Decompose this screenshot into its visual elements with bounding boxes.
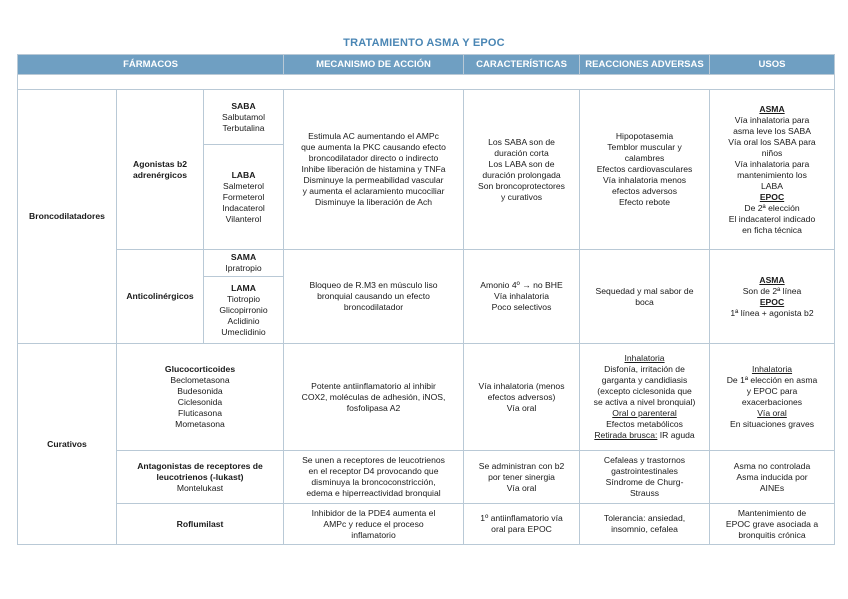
text-line: Hipopotasemia <box>615 131 674 141</box>
text-line: De 1ª elección en asma <box>726 375 818 385</box>
sama-cell <box>204 250 284 277</box>
lama-title: LAMA <box>231 282 256 293</box>
text-line: Sequedad y mal sabor de <box>595 285 694 296</box>
text-line: Tolerancia: ansiedad, <box>603 513 686 523</box>
group-broncodilatadores: Broncodilatadores <box>18 90 117 344</box>
usos-oral-title: Vía oral <box>757 408 787 418</box>
glucocorticoides-caracteristicas <box>464 344 580 451</box>
reacciones-inhalatoria-title: Inhalatoria <box>624 353 665 363</box>
drug-name: Glicopirronio <box>219 304 268 315</box>
text-line: AMPc y reduce el proceso <box>323 518 424 529</box>
spacer-row <box>18 75 835 90</box>
text-line: efectos adversos <box>612 186 677 196</box>
drug-name: Ciclesonida <box>177 397 223 407</box>
drug-name: Budesonida <box>177 386 223 396</box>
text-line: Inhibe liberación de histamina y TNFa <box>301 164 446 174</box>
text-line: exacerbaciones <box>741 397 803 407</box>
row-antagonistas <box>18 451 835 504</box>
drug-name: Salbutamol <box>222 111 265 122</box>
treatment-table <box>17 54 835 545</box>
text-line: broncodilatador directo o indirecto <box>308 153 439 163</box>
roflumilast-caracteristicas <box>464 504 580 545</box>
glucocorticoides-cell <box>117 344 284 451</box>
text-line: Asma inducida por <box>736 471 808 482</box>
drug-name: Vilanterol <box>225 213 262 224</box>
text-line: Potente antiinflamatorio al inhibir <box>311 380 436 391</box>
text-line: Disminuye la permeabilidad vascular <box>303 175 444 185</box>
agonistas-caracteristicas <box>464 90 580 250</box>
retirada-title: Retirada brusca: <box>594 430 658 440</box>
text-line: Disminuye la liberación de Ach <box>315 197 433 207</box>
text-line: insomnio, cefalea <box>611 524 678 534</box>
text-line: Los LABA son de <box>488 158 555 169</box>
antagonistas-caracteristicas <box>464 451 580 504</box>
roflumilast-reacciones <box>580 504 710 545</box>
text-line: calambres <box>624 153 665 163</box>
text-line: Estimula AC aumentando el AMPc <box>308 131 439 141</box>
agonistas-usos <box>710 90 835 250</box>
text-line: De 2ª elección <box>744 202 800 213</box>
drug-name: Beclometasona <box>170 375 230 385</box>
text-line: (excepto ciclesonida que <box>597 386 692 396</box>
text-line: y EPOC para <box>746 386 798 396</box>
text-line: duración prolongada <box>482 169 561 180</box>
text-line: bronquial causando un efecto <box>317 291 430 301</box>
text-line: fosfolipasa A2 <box>346 402 401 413</box>
drug-name: Formeterol <box>222 191 265 202</box>
lama-cell <box>204 277 284 344</box>
text-line: Asma no controlada <box>733 460 811 471</box>
header-row <box>18 55 835 75</box>
group-curativos: Curativos <box>18 344 117 545</box>
text-line: 1ª línea + agonista b2 <box>730 307 814 318</box>
drug-name: Tiotropio <box>226 293 261 304</box>
saba-cell <box>204 90 284 145</box>
text-line: niños <box>761 147 783 158</box>
anticolinergicos-caracteristicas <box>464 250 580 344</box>
text-line: Vía inhalatoria (menos <box>478 380 565 391</box>
sama-title: SAMA <box>230 252 257 262</box>
antagonistas-usos <box>710 451 835 504</box>
text-line: Mantenimiento de <box>737 507 807 518</box>
anticolinergicos-usos <box>710 250 835 344</box>
usos-asma-title: ASMA <box>759 103 785 114</box>
text-line: edema e hiperreactividad bronquial <box>306 488 441 498</box>
drug-name: Montelukast <box>176 482 224 493</box>
drug-name: Terbutalina <box>222 122 265 133</box>
text-line: 1º antiinflamatorio vía <box>480 513 563 523</box>
text-line: mantenimiento los <box>737 169 807 180</box>
antagonistas-mecanismo <box>284 451 464 504</box>
text-line: Los SABA son de <box>488 136 555 147</box>
roflumilast-mecanismo <box>284 504 464 545</box>
text-line: Vía inhalatoria <box>494 291 549 301</box>
header-caracteristicas: CARACTERÍSTICAS <box>464 55 580 75</box>
saba-title: SABA <box>231 100 256 111</box>
text-line: por tener sinergia <box>488 471 555 482</box>
row-saba <box>18 90 835 145</box>
text-line: Strauss <box>629 488 660 498</box>
antagonistas-reacciones <box>580 451 710 504</box>
row-sama <box>18 250 835 277</box>
text-line: Se administran con b2 <box>478 460 565 471</box>
laba-cell <box>204 145 284 250</box>
glucocorticoides-mecanismo <box>284 344 464 451</box>
text-line: garganta y candidiasis <box>601 375 688 385</box>
text-line: duración corta <box>494 147 549 158</box>
text-line: Efectos cardiovasculares <box>596 164 693 174</box>
text-line: Vía inhalatoria para <box>734 114 810 125</box>
text-line: Son broncoprotectores <box>478 180 565 191</box>
reacciones-oral-title: Oral o parenteral <box>612 408 677 418</box>
text-line: Vía oral <box>506 482 537 493</box>
text-line: y curativos <box>500 191 543 202</box>
text-line: boca <box>635 296 654 307</box>
drug-name: Mometasona <box>175 419 225 429</box>
text-line: Vía oral <box>506 402 537 413</box>
text-line: y aumenta el aclaramiento mucociliar <box>302 186 445 196</box>
text-line: Amonio 4º → no BHE <box>480 280 563 290</box>
text-line: Vía oral los SABA para <box>728 136 816 147</box>
text-line: Efecto rebote <box>618 197 671 207</box>
retirada-text: IR aguda <box>657 430 695 440</box>
text-line: asma leve los SABA <box>733 125 811 136</box>
text-line: En situaciones graves <box>729 419 815 429</box>
text-line: Se unen a receptores de leucotrienos <box>302 455 445 465</box>
roflumilast-usos <box>710 504 835 545</box>
header-reacciones: REACCIONES ADVERSAS <box>580 55 710 75</box>
glucocorticoides-reacciones <box>580 344 710 451</box>
text-line: Cefaleas y trastornos <box>603 455 686 465</box>
text-line: en el receptor D4 provocando que <box>308 466 439 476</box>
usos-epoc-title: EPOC <box>759 191 785 202</box>
text-line: EPOC grave asociada a <box>725 518 819 529</box>
drug-name: Ipratropio <box>225 263 262 273</box>
text-line: Vía inhalatoria menos <box>602 175 687 185</box>
text-line: que aumenta la PKC causando efecto <box>301 142 446 152</box>
drug-name: Indacaterol <box>222 202 265 213</box>
text-line: oral para EPOC <box>491 524 552 534</box>
usos-epoc-title: EPOC <box>759 296 785 307</box>
text-line: Son de 2ª línea <box>742 285 802 296</box>
text-line: COX2, moléculas de adhesión, iNOS, <box>301 391 446 402</box>
antagonistas-title: Antagonistas de receptores de leucotrienos (-lukast) <box>137 460 263 482</box>
drug-name: Aclidinio <box>227 315 260 326</box>
retirada-line <box>583 430 706 441</box>
header-mecanismo: MECANISMO DE ACCIÓN <box>284 55 464 75</box>
text-line: Inhibidor de la PDE4 aumenta el <box>311 507 436 518</box>
usos-inhalatoria-title: Inhalatoria <box>751 364 793 374</box>
text-line: inflamatorio <box>351 529 396 540</box>
text-line: Efectos metabólicos <box>606 419 683 429</box>
text-line: AINEs <box>759 482 785 493</box>
antagonistas-cell <box>117 451 284 504</box>
anticolinergicos-reacciones <box>580 250 710 344</box>
text-line: Síndrome de Churg- <box>605 477 684 487</box>
text-line: LABA <box>761 180 783 191</box>
page-title: TRATAMIENTO ASMA Y EPOC <box>343 37 505 49</box>
text-line: Temblor muscular y <box>607 142 682 152</box>
header-usos: USOS <box>710 55 835 75</box>
anticolinergicos-label: Anticolinérgicos <box>117 250 204 344</box>
drug-name: Salmeterol <box>222 180 265 191</box>
roflumilast-cell: Roflumilast <box>117 504 284 545</box>
text-line: bronquitis crónica <box>738 529 806 540</box>
text-line: gastrointestinales <box>611 466 678 476</box>
text-line: broncodilatador <box>343 302 404 312</box>
agonistas-reacciones <box>580 90 710 250</box>
agonistas-mecanismo <box>284 90 464 250</box>
drug-name: Umeclidinio <box>221 326 266 337</box>
usos-asma-title: ASMA <box>759 274 785 285</box>
text-line: Poco selectivos <box>491 302 552 312</box>
text-line: Vía inhalatoria para <box>734 158 810 169</box>
text-line: en ficha técnica <box>742 224 802 235</box>
text-line: se activa a nivel bronquial) <box>593 397 696 407</box>
drug-name: Fluticasona <box>178 408 222 418</box>
text-line: Bloqueo de R.M3 en músculo liso <box>309 280 438 290</box>
text-line: Disfonía, irritación de <box>604 364 685 374</box>
row-glucocorticoides <box>18 344 835 451</box>
header-farmacos: FÁRMACOS <box>18 55 284 75</box>
text-line: efectos adversos) <box>487 391 556 402</box>
text-line: disminuya la broncoconstricción, <box>311 477 436 487</box>
glucocorticoides-usos <box>710 344 835 451</box>
text-line: El indacaterol indicado <box>728 213 816 224</box>
row-roflumilast <box>18 504 835 545</box>
agonistas-label: Agonistas b2 adrenérgicos <box>117 90 204 250</box>
glucocorticoides-title: Glucocorticoides <box>164 364 236 374</box>
anticolinergicos-mecanismo <box>284 250 464 344</box>
laba-title: LABA <box>231 169 256 180</box>
